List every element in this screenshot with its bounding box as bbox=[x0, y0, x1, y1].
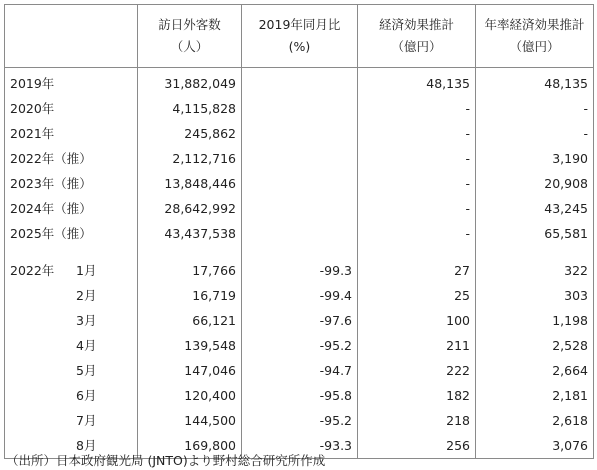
visitors-cell: 120,400 bbox=[138, 383, 242, 408]
annual-effect-cell: 3,190 bbox=[476, 146, 594, 171]
source-note: （出所）日本政府観光局 (JNTO)より野村総合研究所作成 bbox=[6, 453, 326, 468]
annual-effect-cell: 48,135 bbox=[476, 68, 594, 97]
header-effect-title: 経済効果推計 bbox=[378, 17, 454, 32]
header-visitors-unit: （人） bbox=[170, 39, 209, 54]
effect-cell: 256 bbox=[358, 433, 476, 459]
yoy-cell: -99.4 bbox=[242, 283, 358, 308]
yoy-cell: -99.3 bbox=[242, 258, 358, 283]
effect-cell: 25 bbox=[358, 283, 476, 308]
effect-cell: 222 bbox=[358, 358, 476, 383]
row-label bbox=[5, 283, 138, 308]
yoy-cell: -95.2 bbox=[242, 408, 358, 433]
effect-cell: - bbox=[358, 96, 476, 121]
header-row bbox=[5, 5, 594, 68]
header-yoy-title: 2019年同月比 bbox=[258, 17, 341, 32]
annual-effect-cell: 1,198 bbox=[476, 308, 594, 333]
effect-cell: - bbox=[358, 121, 476, 146]
monthly-rows bbox=[5, 258, 594, 459]
effect-cell: 48,135 bbox=[358, 68, 476, 97]
month-label: 5月 bbox=[76, 363, 97, 378]
visitors-cell: 17,766 bbox=[138, 258, 242, 283]
effect-cell: 182 bbox=[358, 383, 476, 408]
row-label: 2022年（推） bbox=[5, 146, 138, 171]
month-year-label: 2022年 bbox=[10, 263, 55, 278]
yoy-cell bbox=[242, 221, 358, 246]
table-row bbox=[5, 358, 594, 383]
table-row bbox=[5, 68, 594, 97]
row-label bbox=[5, 333, 138, 358]
row-label: 2020年 bbox=[5, 96, 138, 121]
row-label: 2024年（推） bbox=[5, 196, 138, 221]
effect-cell: - bbox=[358, 146, 476, 171]
visitors-cell: 245,862 bbox=[138, 121, 242, 146]
annual-effect-cell: 2,618 bbox=[476, 408, 594, 433]
header-annual-effect bbox=[476, 5, 594, 68]
yoy-cell bbox=[242, 96, 358, 121]
header-effect-unit: （億円） bbox=[391, 39, 442, 54]
visitors-cell: 4,115,828 bbox=[138, 96, 242, 121]
table-row bbox=[5, 308, 594, 333]
visitors-cell: 139,548 bbox=[138, 333, 242, 358]
annual-effect-cell: 2,181 bbox=[476, 383, 594, 408]
table-row bbox=[5, 283, 594, 308]
annual-effect-cell: 3,076 bbox=[476, 433, 594, 459]
annual-effect-cell: - bbox=[476, 121, 594, 146]
row-label bbox=[5, 258, 138, 283]
header-visitors-title: 訪日外客数 bbox=[158, 17, 221, 32]
spacer-row bbox=[5, 246, 594, 258]
yoy-cell bbox=[242, 146, 358, 171]
annual-effect-cell: 2,528 bbox=[476, 333, 594, 358]
yoy-cell bbox=[242, 68, 358, 97]
yoy-cell bbox=[242, 196, 358, 221]
row-label: 2021年 bbox=[5, 121, 138, 146]
table-row bbox=[5, 171, 594, 196]
header-yoy bbox=[242, 5, 358, 68]
effect-cell: 27 bbox=[358, 258, 476, 283]
effect-cell: 100 bbox=[358, 308, 476, 333]
effect-cell: 211 bbox=[358, 333, 476, 358]
visitors-cell: 144,500 bbox=[138, 408, 242, 433]
yoy-cell: -97.6 bbox=[242, 308, 358, 333]
visitors-cell: 16,719 bbox=[138, 283, 242, 308]
table-row bbox=[5, 383, 594, 408]
effect-cell: 218 bbox=[358, 408, 476, 433]
header-annual-effect-title: 年率経済効果推計 bbox=[484, 17, 585, 32]
visitors-cell: 169,800 bbox=[138, 433, 242, 459]
header-effect bbox=[358, 5, 476, 68]
visitors-cell: 28,642,992 bbox=[138, 196, 242, 221]
month-label: 4月 bbox=[76, 338, 97, 353]
yoy-cell bbox=[242, 171, 358, 196]
month-label: 1月 bbox=[76, 263, 97, 278]
table-row bbox=[5, 333, 594, 358]
annual-effect-cell: 303 bbox=[476, 283, 594, 308]
effect-cell: - bbox=[358, 221, 476, 246]
row-label: 2025年（推） bbox=[5, 221, 138, 246]
visitors-cell: 43,437,538 bbox=[138, 221, 242, 246]
annual-rows bbox=[5, 68, 594, 247]
row-label bbox=[5, 408, 138, 433]
header-yoy-unit: (%) bbox=[288, 39, 311, 54]
visitors-cell: 31,882,049 bbox=[138, 68, 242, 97]
yoy-cell: -93.3 bbox=[242, 433, 358, 459]
table-row bbox=[5, 121, 594, 146]
table-row bbox=[5, 221, 594, 246]
month-label: 2月 bbox=[76, 288, 97, 303]
table-row bbox=[5, 408, 594, 433]
table-row bbox=[5, 196, 594, 221]
row-label bbox=[5, 358, 138, 383]
row-label: 2023年（推） bbox=[5, 171, 138, 196]
row-label: 2019年 bbox=[5, 68, 138, 97]
month-label: 6月 bbox=[76, 388, 97, 403]
header-label-column bbox=[5, 5, 138, 68]
visitors-cell: 2,112,716 bbox=[138, 146, 242, 171]
annual-effect-cell: 322 bbox=[476, 258, 594, 283]
table-row bbox=[5, 96, 594, 121]
annual-effect-cell: - bbox=[476, 96, 594, 121]
effect-cell: - bbox=[358, 171, 476, 196]
yoy-cell: -94.7 bbox=[242, 358, 358, 383]
month-label: 8月 bbox=[76, 438, 97, 453]
yoy-cell bbox=[242, 121, 358, 146]
table-row bbox=[5, 258, 594, 283]
spacer-rows bbox=[5, 246, 594, 258]
effect-cell: - bbox=[358, 196, 476, 221]
annual-effect-cell: 43,245 bbox=[476, 196, 594, 221]
annual-effect-cell: 65,581 bbox=[476, 221, 594, 246]
visitors-cell: 147,046 bbox=[138, 358, 242, 383]
annual-effect-cell: 2,664 bbox=[476, 358, 594, 383]
visitors-cell: 66,121 bbox=[138, 308, 242, 333]
row-label bbox=[5, 383, 138, 408]
month-label: 7月 bbox=[76, 413, 97, 428]
visitor-economic-effect-table bbox=[4, 4, 594, 459]
header-visitors bbox=[138, 5, 242, 68]
yoy-cell: -95.8 bbox=[242, 383, 358, 408]
yoy-cell: -95.2 bbox=[242, 333, 358, 358]
visitors-cell: 13,848,446 bbox=[138, 171, 242, 196]
annual-effect-cell: 20,908 bbox=[476, 171, 594, 196]
row-label bbox=[5, 308, 138, 333]
table-row bbox=[5, 146, 594, 171]
header-annual-effect-unit: （億円） bbox=[509, 39, 560, 54]
month-label: 3月 bbox=[76, 313, 97, 328]
